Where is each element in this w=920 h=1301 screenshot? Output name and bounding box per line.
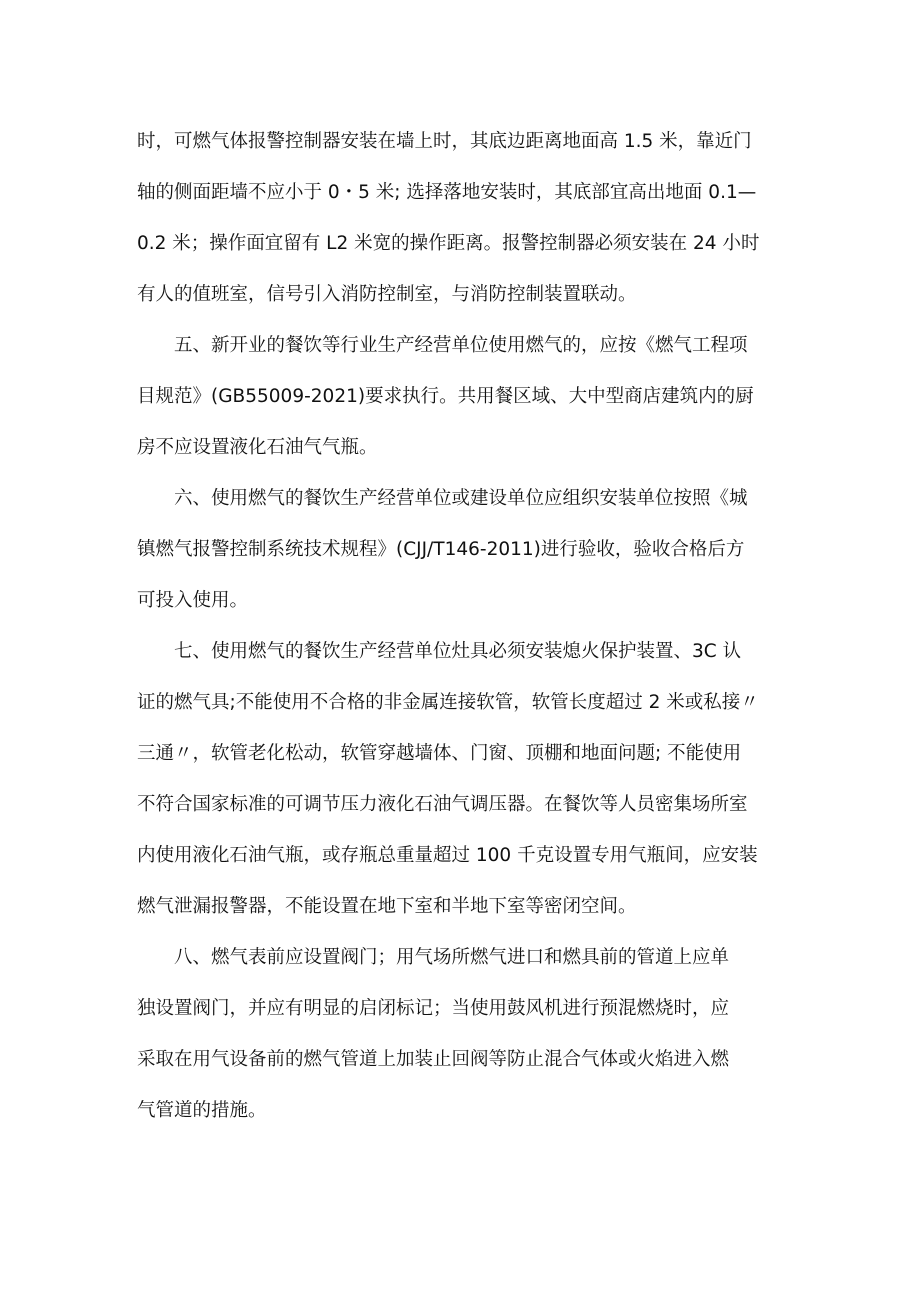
text-line: 证的燃气具;不能使用不合格的非金属连接软管，软管长度超过 2 米或私接〃 — [137, 692, 759, 713]
paragraph-item-7 — [137, 626, 797, 932]
text-line: 目规范》(GB55009-2021)要求执行。共用餐区域、大中型商店建筑内的厨 — [137, 386, 754, 407]
text-line: 六、使用燃气的餐饮生产经营单位或建设单位应组织安装单位按照《城 — [174, 488, 748, 509]
text-line: 不符合国家标准的可调节压力液化石油气调压器。在餐饮等人员密集场所室 — [137, 794, 748, 815]
text-line: 三通〃，软管老化松动，软管穿越墙体、门窗、顶棚和地面问题; 不能使用 — [137, 743, 742, 764]
text-line: 八、燃气表前应设置阀门；用气场所燃气进口和燃具前的管道上应单 — [174, 947, 730, 968]
paragraph-item-5 — [137, 320, 797, 473]
document-body — [137, 116, 797, 1136]
text-line: 独设置阀门，并应有明显的启闭标记；当使用鼓风机进行预混燃烧时，应 — [137, 998, 730, 1019]
text-line: 七、使用燃气的餐饮生产经营单位灶具必须安装熄火保护装置、3C 认 — [174, 641, 742, 662]
paragraph-item-6 — [137, 473, 797, 626]
text-line: 采取在用气设备前的燃气管道上加装止回阀等防止混合气体或火焰进入燃 — [137, 1049, 730, 1070]
text-line: 有人的值班室，信号引入消防控制室，与消防控制装置联动。 — [137, 284, 637, 305]
text-line: 0.2 米；操作面宜留有 L2 米宽的操作距离。报警控制器必须安装在 24 小时 — [137, 233, 760, 254]
text-line: 时，可燃气体报警控制器安装在墙上时，其底边距离地面高 1.5 米，靠近门 — [137, 131, 752, 152]
text-line: 五、新开业的餐饮等行业生产经营单位使用燃气的，应按《燃气工程项 — [174, 335, 748, 356]
paragraph-item-8 — [137, 932, 797, 1136]
text-line: 气管道的措施。 — [137, 1100, 267, 1121]
paragraph-continued — [137, 116, 797, 320]
text-line: 房不应设置液化石油气气瓶。 — [137, 437, 378, 458]
text-line: 可投入使用。 — [137, 590, 249, 611]
text-line: 燃气泄漏报警器，不能设置在地下室和半地下室等密闭空间。 — [137, 896, 637, 917]
text-line: 镇燃气报警控制系统技术规程》(CJJ/T146-2011)进行验收，验收合格后方 — [137, 539, 745, 560]
text-line: 轴的侧面距墙不应小于 0・5 米; 选择落地安装时，其底部宜高出地面 0.1— — [137, 182, 757, 203]
text-line: 内使用液化石油气瓶，或存瓶总重量超过 100 千克设置专用气瓶间，应安装 — [137, 845, 758, 866]
